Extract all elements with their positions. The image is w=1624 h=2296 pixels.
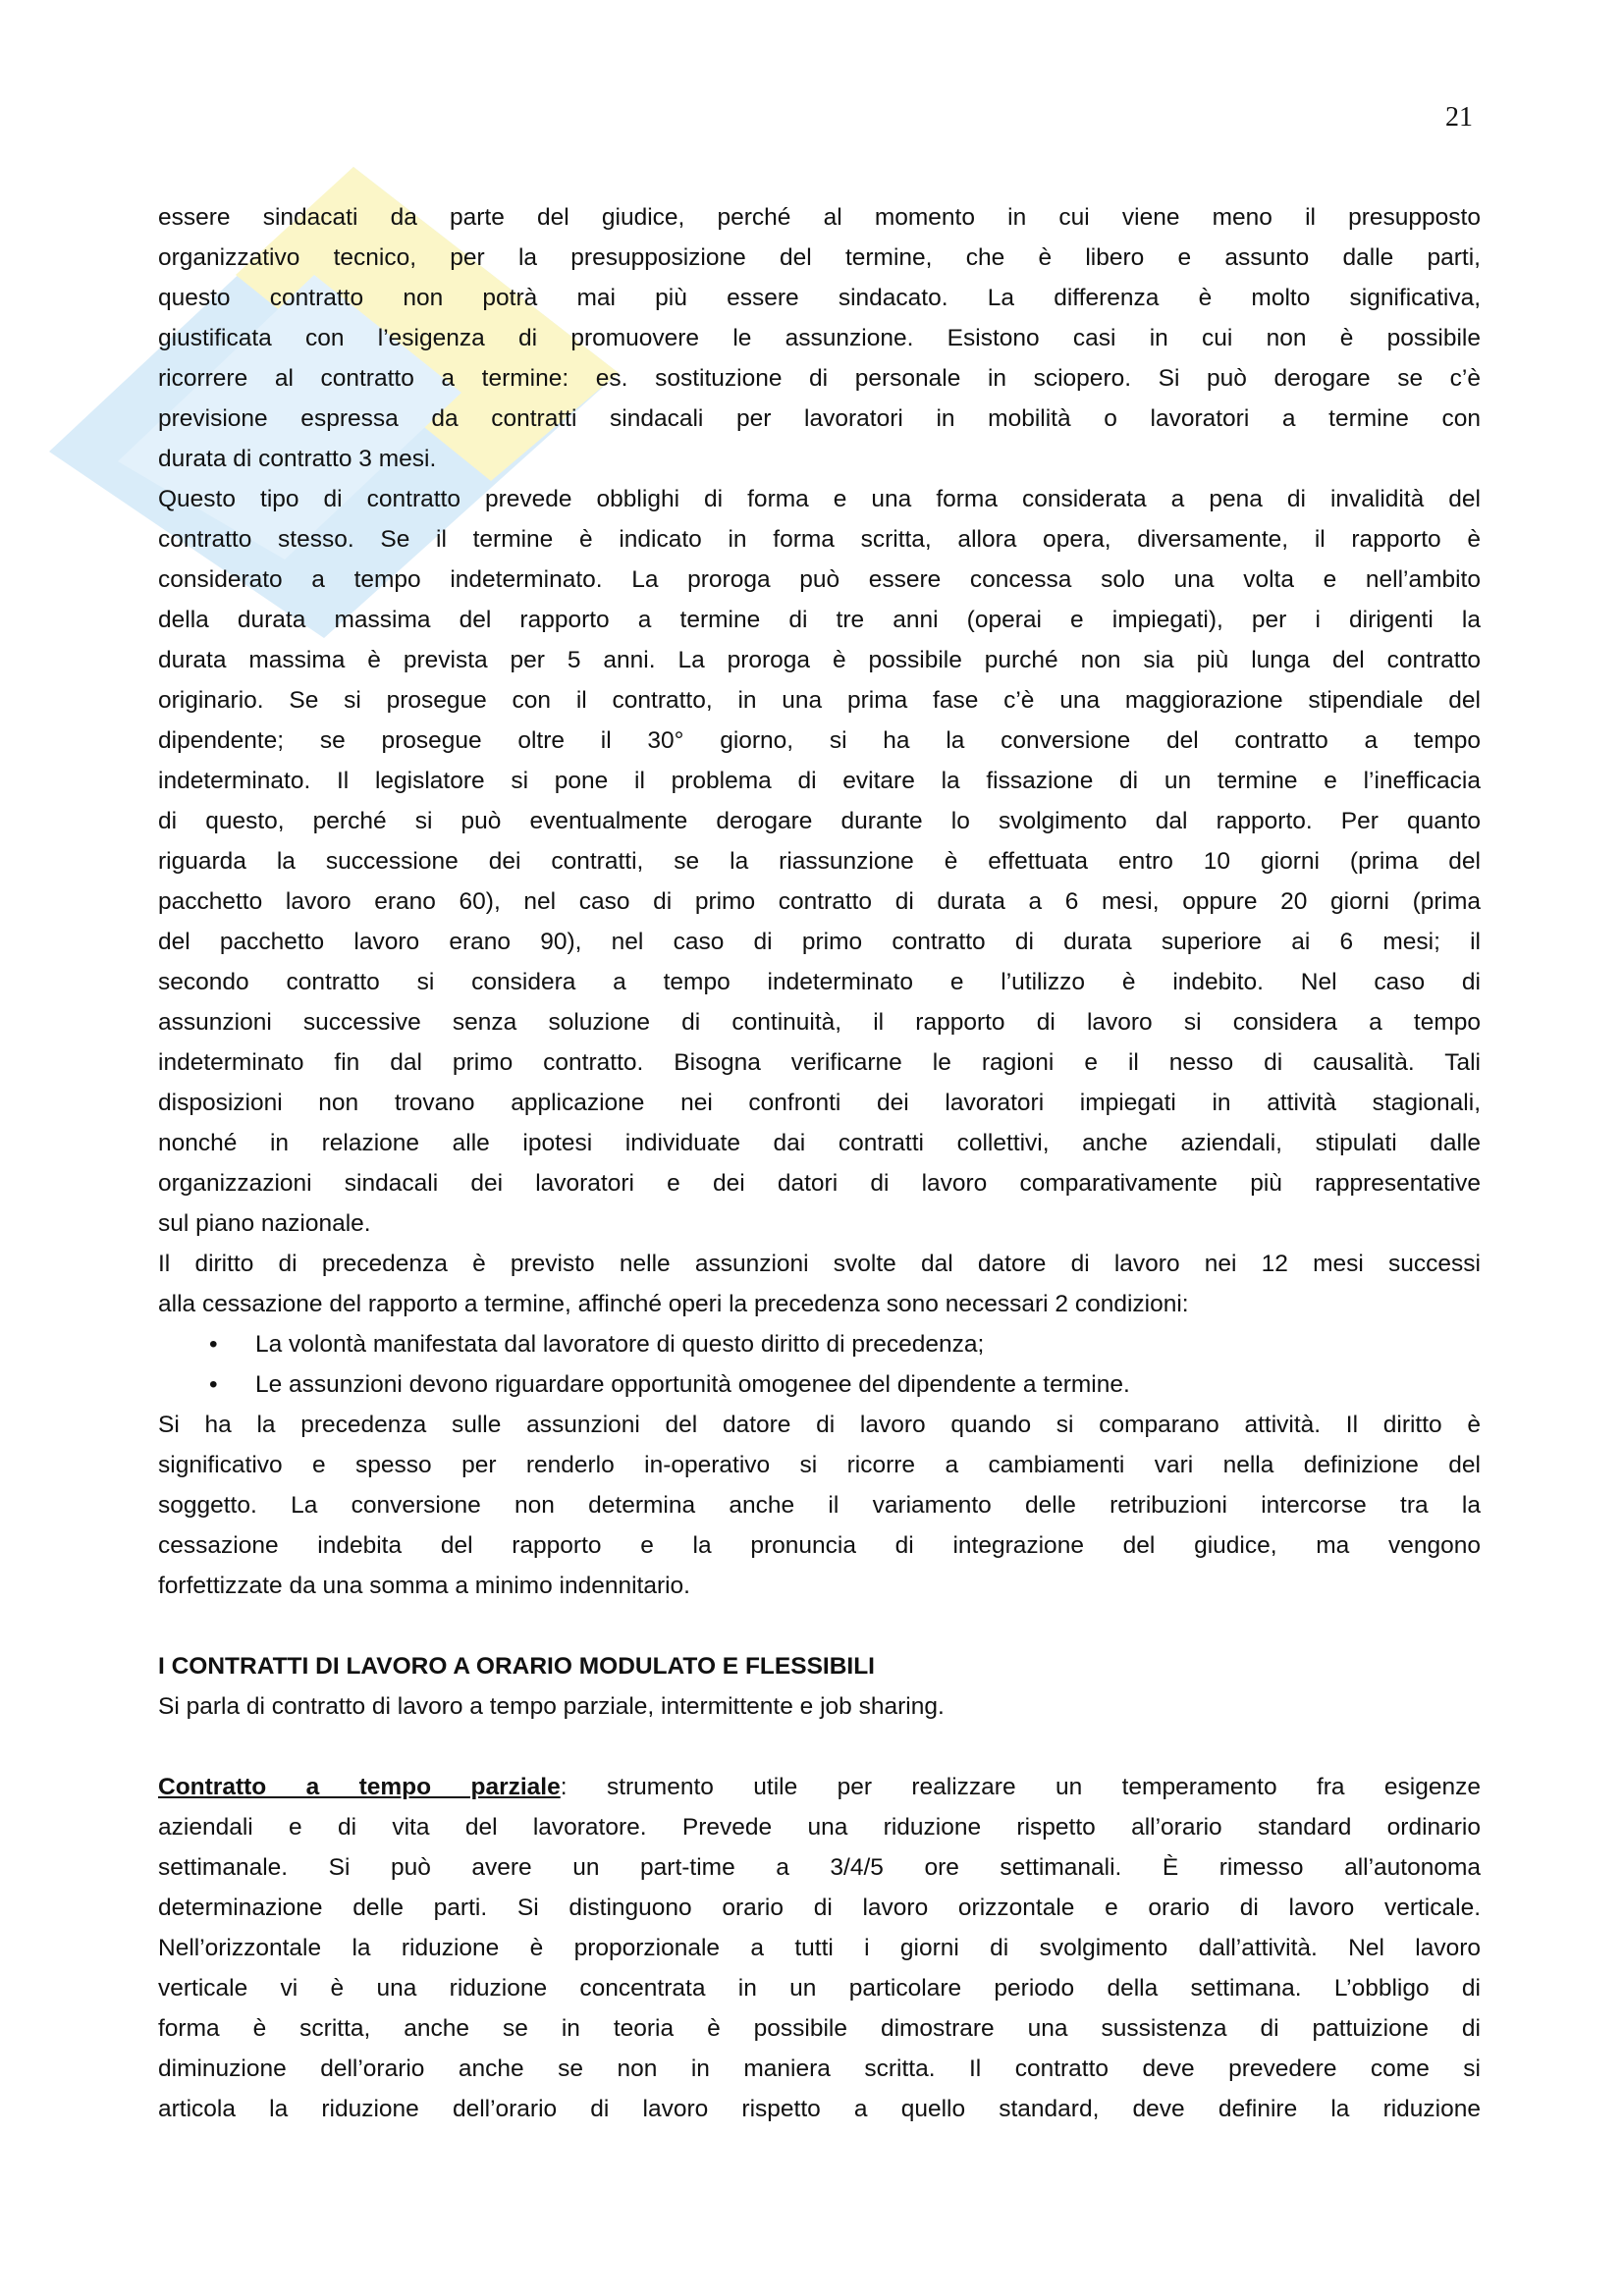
blank-line <box>158 1727 1481 1767</box>
paragraph-line: indeterminato. Il legislatore si pone il problema di evitare la fissazione di un termine e l’inefficacia <box>158 768 1481 794</box>
paragraph <box>158 1686 1481 1727</box>
bullet-list <box>158 1324 1481 1405</box>
blank-line <box>158 1606 1481 1646</box>
paragraph-line: diminuzione dell’orario anche se non in maniera scritta. Il contratto deve prevedere come si <box>158 2056 1481 2082</box>
paragraph-line: della durata massima del rapporto a termine di tre anni (operai e impiegati), per i dirigenti la <box>158 607 1481 633</box>
line-text: : strumento utile per realizzare un temperamento fra esigenze <box>560 1774 1481 1800</box>
document-body <box>158 197 1481 2129</box>
paragraph-line: assunzioni successive senza soluzione di continuità, il rapporto di lavoro si considera a tempo <box>158 1009 1481 1036</box>
paragraph-line: significativo e spesso per renderlo in-operativo si ricorre a cambiamenti vari nella definizione del <box>158 1452 1481 1478</box>
paragraph-line: secondo contratto si considera a tempo indeterminato e l’utilizzo è indebito. Nel caso di <box>158 969 1481 995</box>
section-heading: I CONTRATTI DI LAVORO A ORARIO MODULATO E FLESSIBILI <box>158 1653 875 1680</box>
paragraph-line: durata di contratto 3 mesi. <box>158 446 437 472</box>
paragraph-line: Si parla di contratto di lavoro a tempo parziale, intermittente e job sharing. <box>158 1693 945 1720</box>
paragraph-line: determinazione delle parti. Si distinguono orario di lavoro orizzontale e orario di lavoro verticale. <box>158 1895 1481 1921</box>
paragraph-line: Il diritto di precedenza è previsto nelle assunzioni svolte dal datore di lavoro nei 12 mesi successi <box>158 1251 1481 1277</box>
paragraph-line: contratto stesso. Se il termine è indicato in forma scritta, allora opera, diversamente, il rapporto è <box>158 526 1481 553</box>
paragraph-line: questo contratto non potrà mai più essere sindacato. La differenza è molto significativa, <box>158 285 1481 311</box>
paragraph-line: dipendente; se prosegue oltre il 30° giorno, si ha la conversione del contratto a tempo <box>158 727 1481 754</box>
paragraph-line: forfettizzate da una somma a minimo indennitario. <box>158 1573 690 1599</box>
paragraph-line: forma è scritta, anche se in teoria è possibile dimostrare una sussistenza di pattuizione di <box>158 2015 1481 2042</box>
paragraph-line: originario. Se si prosegue con il contratto, in una prima fase c’è una maggiorazione stipendiale del <box>158 687 1481 714</box>
paragraph <box>158 1244 1481 1324</box>
paragraph-line: articola la riduzione dell’orario di lavoro rispetto a quello standard, deve definire la riduzione <box>158 2096 1481 2122</box>
paragraph-line: di questo, perché si può eventualmente derogare durante lo svolgimento dal rapporto. Per quanto <box>158 808 1481 834</box>
paragraph-line: aziendali e di vita del lavoratore. Prevede una riduzione rispetto all’orario standard ordinario <box>158 1814 1481 1841</box>
paragraph-line: pacchetto lavoro erano 60), nel caso di primo contratto di durata a 6 mesi, oppure 20 giorni (prima <box>158 888 1481 915</box>
bullet-item <box>158 1364 1481 1405</box>
paragraph-line: verticale vi è una riduzione concentrata in un particolare periodo della settimana. L’obbligo di <box>158 1975 1481 2002</box>
paragraph-line: durata massima è prevista per 5 anni. La proroga è possibile purché non sia più lunga del contratto <box>158 647 1481 673</box>
paragraph <box>158 1405 1481 1606</box>
bullet-text: La volontà manifestata dal lavoratore di questo diritto di precedenza; <box>255 1331 985 1358</box>
bullet-icon: • <box>209 1371 218 1398</box>
bullet-item <box>158 1324 1481 1364</box>
paragraph-line: considerato a tempo indeterminato. La proroga può essere concessa solo una volta e nell’ambito <box>158 566 1481 593</box>
paragraph-line: Questo tipo di contratto prevede obblighi di forma e una forma considerata a pena di invalidità del <box>158 486 1481 512</box>
paragraph-line: nonché in relazione alle ipotesi individuate dai contratti collettivi, anche aziendali, stipulati dalle <box>158 1130 1481 1156</box>
paragraph-line: soggetto. La conversione non determina anche il variamento delle retribuzioni intercorse tra la <box>158 1492 1481 1519</box>
paragraph <box>158 479 1481 1244</box>
paragraph-line: del pacchetto lavoro erano 90), nel caso di primo contratto di durata superiore ai 6 mesi; il <box>158 929 1481 955</box>
paragraph-line: organizzativo tecnico, per la presupposizione del termine, che è libero e assunto dalle parti, <box>158 244 1481 271</box>
paragraph-line: giustificata con l’esigenza di promuovere le assunzione. Esistono casi in cui non è possibile <box>158 325 1481 351</box>
paragraph-line: previsione espressa da contratti sindacali per lavoratori in mobilità o lavoratori a termine con <box>158 405 1481 432</box>
paragraph-line: organizzazioni sindacali dei lavoratori e dei datori di lavoro comparativamente più rappresentative <box>158 1170 1481 1197</box>
paragraph-line: cessazione indebita del rapporto e la pronuncia di integrazione del giudice, ma vengono <box>158 1532 1481 1559</box>
paragraph-line: essere sindacati da parte del giudice, perché al momento in cui viene meno il presupposto <box>158 204 1481 231</box>
paragraph-line: sul piano nazionale. <box>158 1210 371 1237</box>
subsection-paragraph <box>158 1767 1481 2129</box>
paragraph-line: Si ha la precedenza sulle assunzioni del datore di lavoro quando si comparano attività. Il diritto è <box>158 1412 1481 1438</box>
paragraph-line: alla cessazione del rapporto a termine, affinché operi la precedenza sono necessari 2 condizioni: <box>158 1291 1189 1317</box>
paragraph-line: disposizioni non trovano applicazione nei confronti dei lavoratori impiegati in attività stagionali, <box>158 1090 1481 1116</box>
subsection-title: Contratto a tempo parziale <box>158 1774 561 1800</box>
paragraph-line: ricorrere al contratto a termine: es. sostituzione di personale in sciopero. Si può derogare se c’è <box>158 365 1481 392</box>
paragraph-line: settimanale. Si può avere un part-time a 3/4/5 ore settimanali. È rimesso all’autonoma <box>158 1854 1481 1881</box>
paragraph-line: riguarda la successione dei contratti, se la riassunzione è effettuata entro 10 giorni (prima del <box>158 848 1481 875</box>
page-number: 21 <box>1445 102 1473 133</box>
bullet-text: Le assunzioni devono riguardare opportunità omogenee del dipendente a termine. <box>255 1371 1130 1398</box>
paragraph <box>158 197 1481 479</box>
bullet-icon: • <box>209 1331 218 1358</box>
paragraph-line: indeterminato fin dal primo contratto. Bisogna verificarne le ragioni e il nesso di causalità. Tali <box>158 1049 1481 1076</box>
paragraph-line <box>158 1767 1481 1807</box>
paragraph-line: Nell’orizzontale la riduzione è proporzionale a tutti i giorni di svolgimento dall’attività. Nel lavoro <box>158 1935 1481 1961</box>
